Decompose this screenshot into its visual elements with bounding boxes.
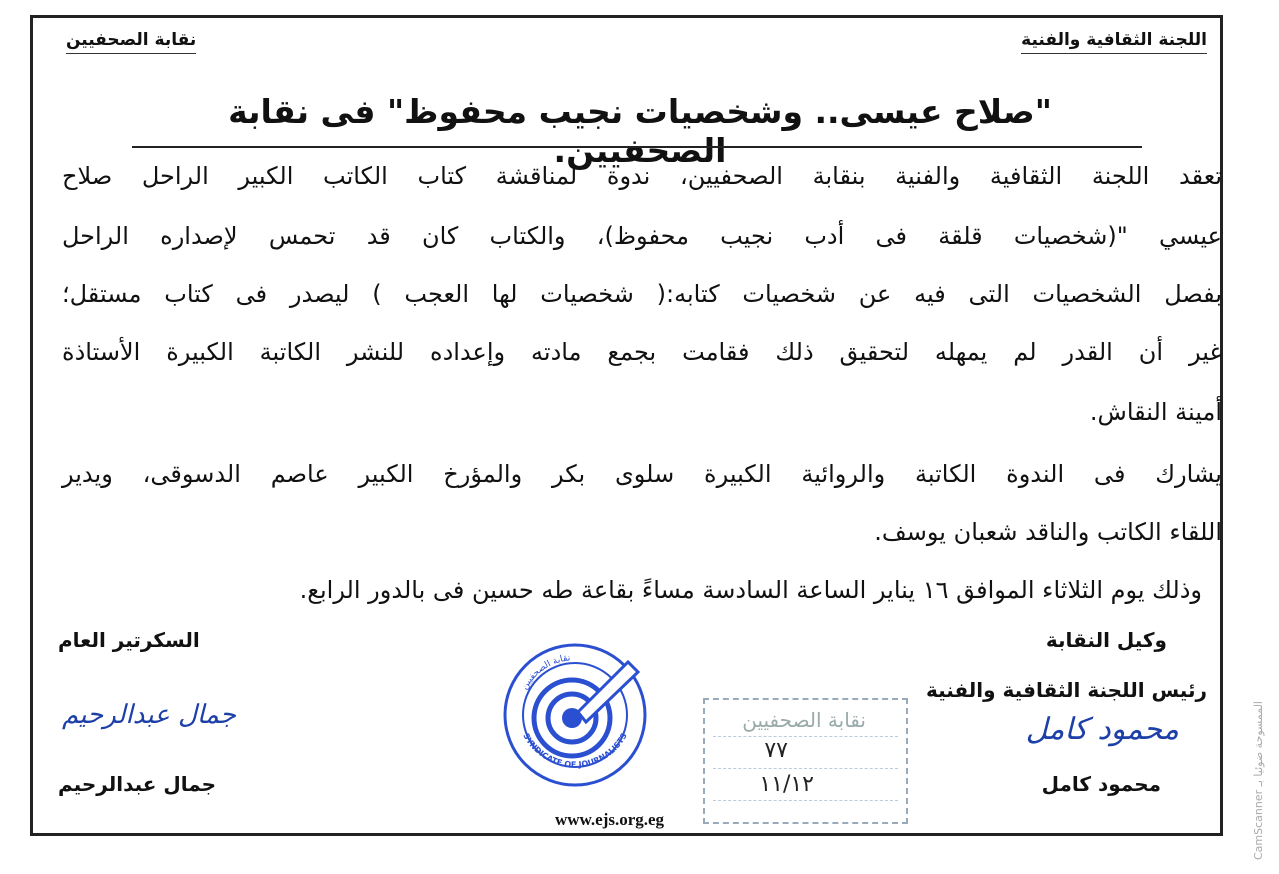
body-line: تعقد اللجنة الثقافية والفنية بنقابة الصحفيين، ندوة لمناقشة كتاب الكاتب الكبير الراحل صلاح bbox=[62, 162, 1222, 190]
received-stamp bbox=[703, 698, 908, 824]
signature-right: محمود كامل bbox=[1025, 712, 1179, 747]
body-line: وذلك يوم الثلاثاء الموافق ١٦ يناير الساعة السادسة مساءً بقاعة طه حسين فى بالدور الرابع. bbox=[299, 576, 1202, 604]
signatory-name-right: محمود كامل bbox=[1041, 772, 1161, 796]
signatory-title-right: وكيل النقابة bbox=[1045, 628, 1167, 652]
stamp-org: نقابة الصحفيين bbox=[742, 708, 866, 732]
body-line: اللقاء الكاتب والناقد شعبان يوسف. bbox=[874, 518, 1222, 546]
body-line: أمينة النقاش. bbox=[1089, 398, 1222, 426]
signatory-name-left: جمال عبدالرحيم bbox=[58, 772, 217, 796]
seal-text-bottom: SYNDICATE OF JOURNALISTS bbox=[521, 731, 629, 770]
body-line: بفصل الشخصيات التى فيه عن شخصيات كتابه:( شخصيات لها العجب ) ليصدر فى كتاب مستقل؛ bbox=[62, 280, 1222, 308]
body-line: غير أن القدر لم يمهله لتحقيق ذلك فقامت بجمع مادته وإعداده للنشر الكاتبة الكبيرة الأستاذة bbox=[62, 338, 1222, 366]
syndicate-seal bbox=[500, 640, 650, 790]
signatory-title-left: السكرتير العام bbox=[58, 628, 200, 652]
header-committee: اللجنة الثقافية والفنية bbox=[1021, 30, 1207, 54]
seal-text-top: نقابة الصحفيين bbox=[519, 653, 571, 692]
stamp-number: ٧٧ bbox=[764, 738, 788, 763]
title-underline bbox=[132, 146, 1142, 148]
page-title: "صلاح عيسى.. وشخصيات نجيب محفوظ" فى نقابة الصحفيين. bbox=[228, 92, 1052, 170]
signature-left: جمال عبدالرحيم bbox=[62, 700, 236, 730]
footer-url: www.ejs.org.eg bbox=[555, 810, 665, 829]
stamp-date: ١١/١٢ bbox=[759, 772, 814, 797]
header-syndicate: نقابة الصحفيين bbox=[66, 30, 196, 54]
body-line: عيسي "(شخصيات قلقة فى أدب نجيب محفوظ)، والكتاب كان قد تحمس لإصداره الراحل bbox=[62, 222, 1222, 250]
signatory-title-right-2: رئيس اللجنة الثقافية والفنية bbox=[925, 678, 1207, 702]
body-line: يشارك فى الندوة الكاتبة والروائية الكبيرة سلوى بكر والمؤرخ الكبير عاصم الدسوقى، ويدير bbox=[62, 460, 1222, 488]
camscanner-watermark: CamScanner الممسوحة ضوئيا بـ bbox=[1252, 701, 1265, 860]
